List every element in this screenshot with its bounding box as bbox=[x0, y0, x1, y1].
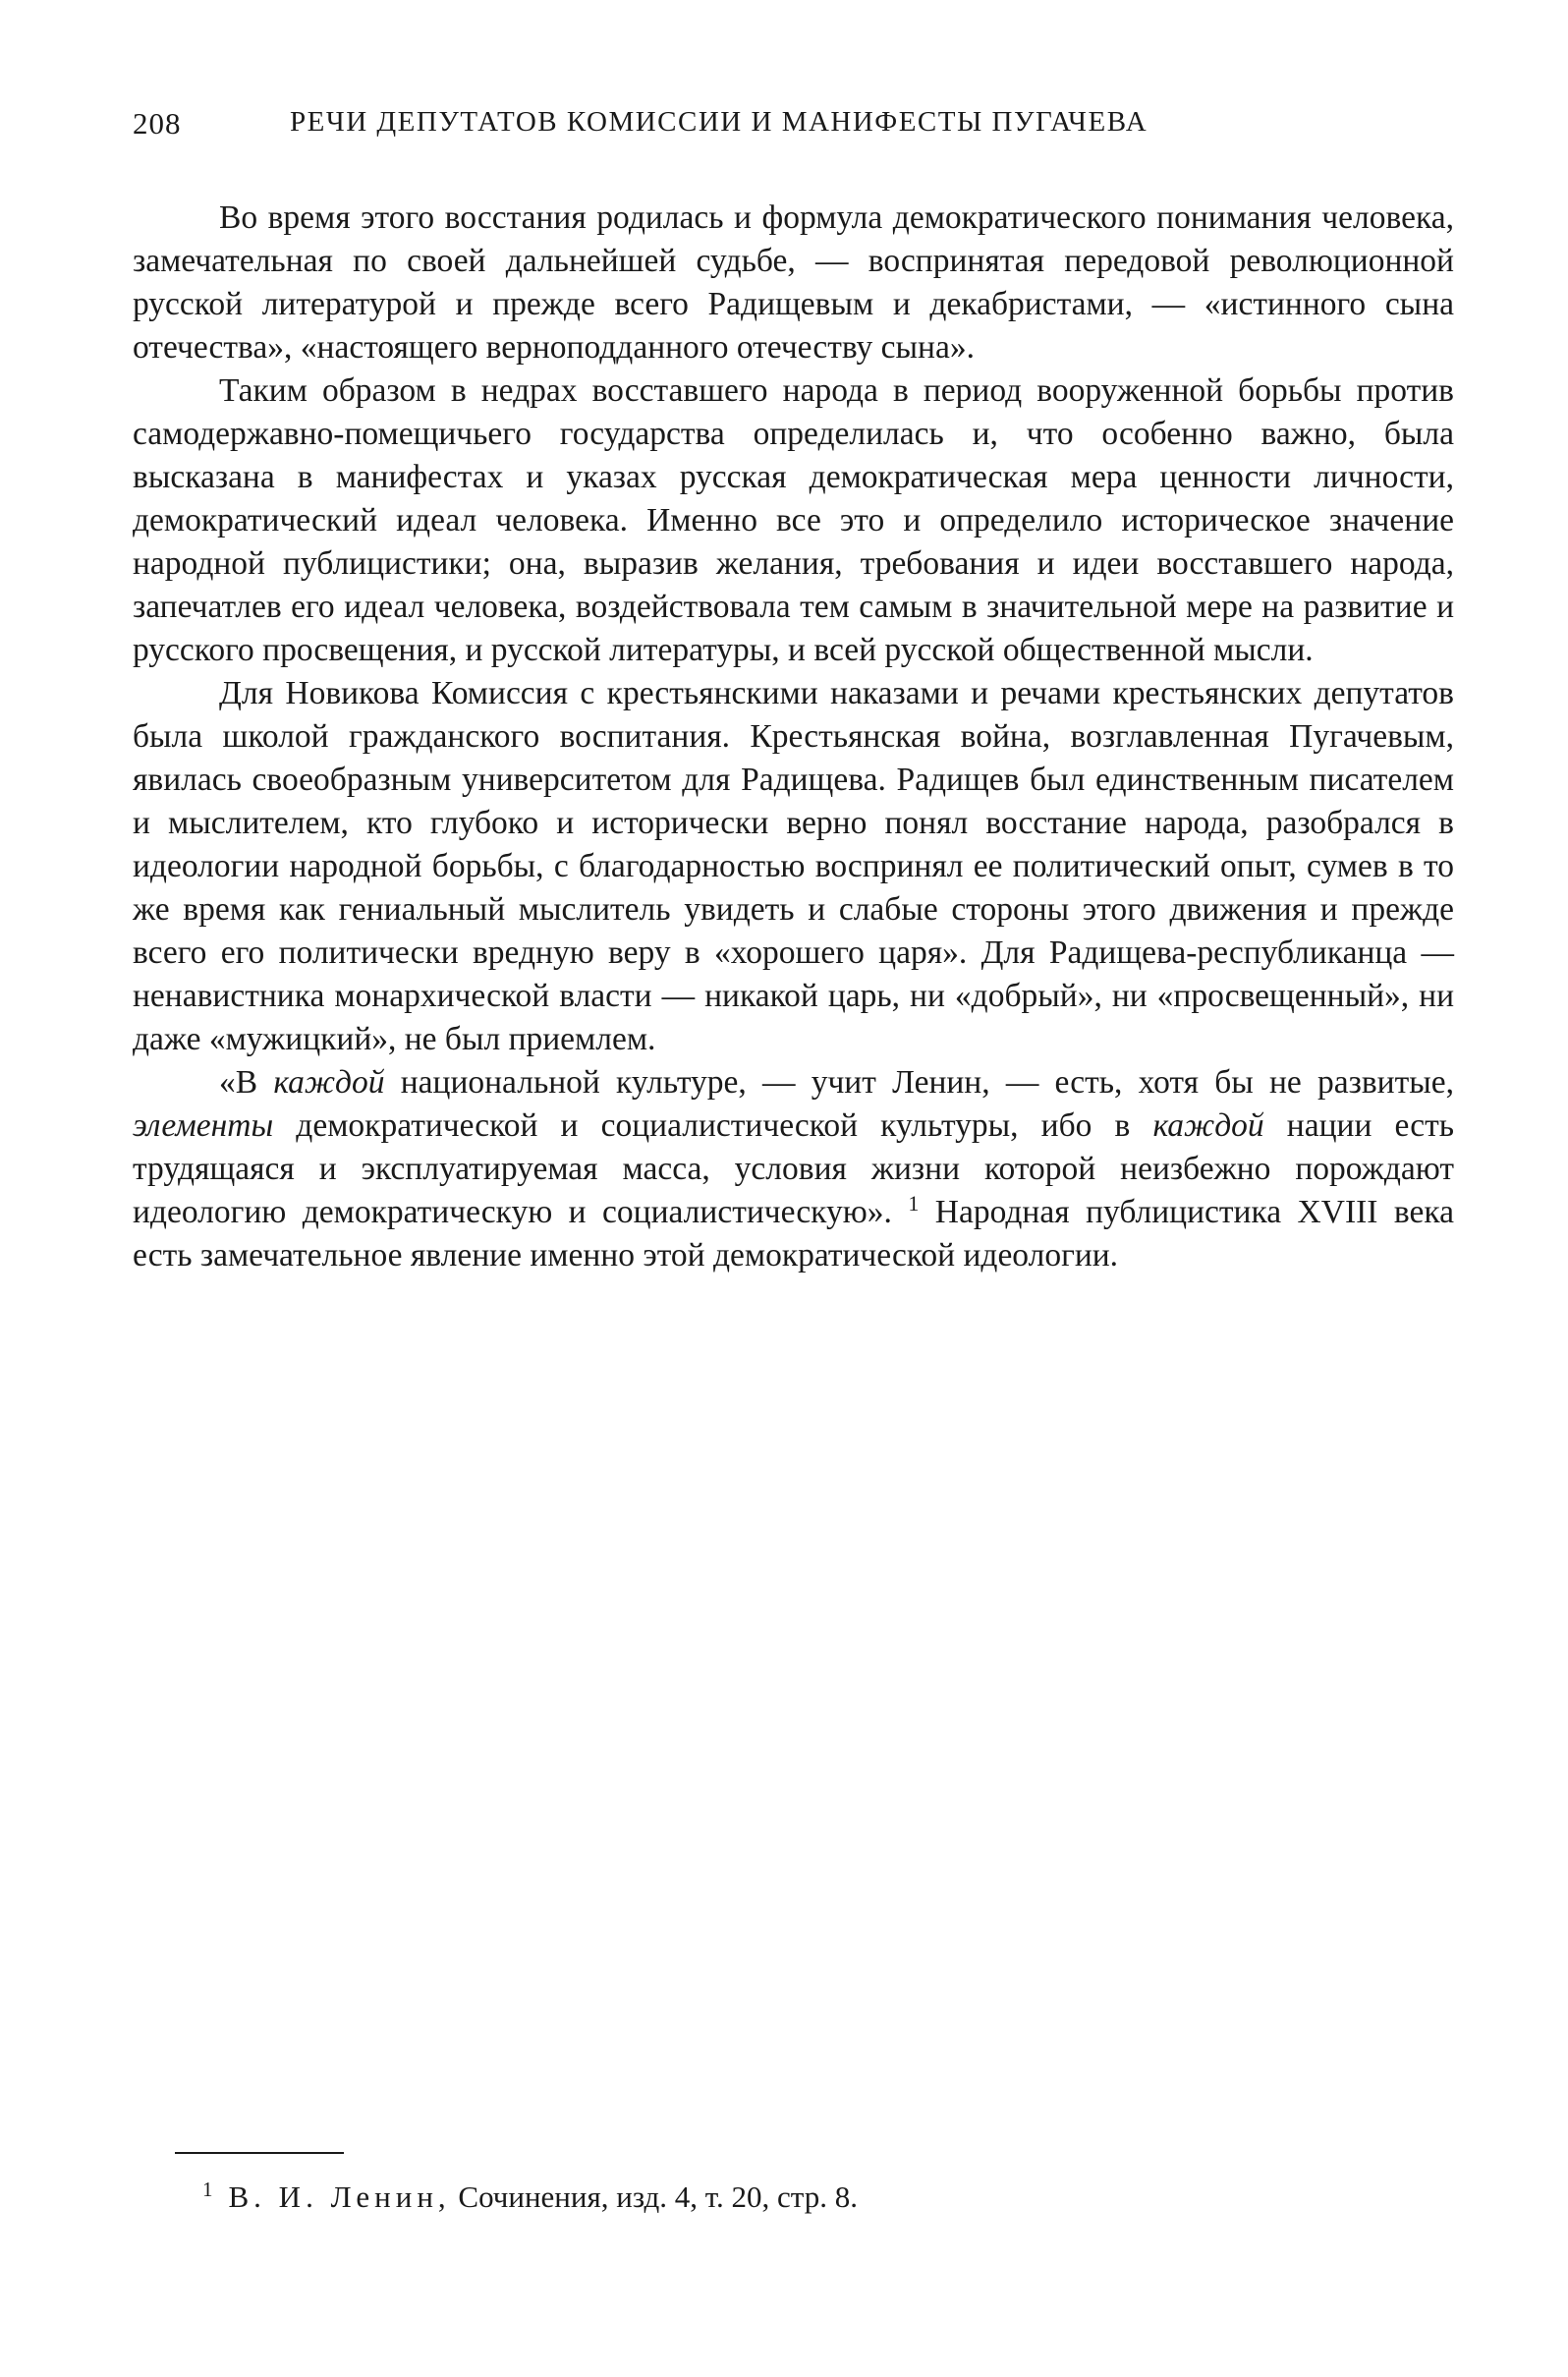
paragraph-text: Народная публицистика XVIII века есть замечательное явление именно этой демократической идеологии. bbox=[133, 1194, 1454, 1273]
paragraph-3: Для Новикова Комиссия с крестьянскими наказами и речами крестьянских депутатов была школой гражданского воспитания. Крестьянская война, возглавленная Пугачевым, явилась своеобразным университетом для Радищева. Радищев был единственным писателем и мыслителем, кто глубоко и исторически верно понял восстание народа, разобрался в идеологии народной борьбы, с благодарностью воспринял ее политический опыт, сумев в то же время как гениальный мыслитель увидеть и слабые стороны этого движения и прежде всего его политически вредную веру в «хорошего царя». Для Радищева-республиканца — ненавистника монархической власти — никакой царь, ни «добрый», ни «просвещенный», ни даже «мужицкий», не был приемлем. bbox=[133, 675, 1454, 1057]
footnote-reference: 1 bbox=[908, 1190, 920, 1216]
quote-text: «В bbox=[219, 1064, 274, 1101]
emphasis-kazhdoi: каждой bbox=[1152, 1107, 1264, 1144]
emphasis-elementy: элементы bbox=[133, 1107, 274, 1144]
emphasis-kazhdoi: каждой bbox=[273, 1064, 385, 1101]
body-text bbox=[133, 197, 1454, 1277]
quote-text: демократической и социалистической культуры, ибо в bbox=[273, 1107, 1153, 1144]
paragraph-4-lenin-quote bbox=[133, 1061, 1454, 1277]
footnote-mark: 1 bbox=[202, 2177, 213, 2201]
quote-text: нации есть трудящаяся и эксплуатируемая масса, условия жизни которой неизбежно порождают идеологию демократическую и социалистическую». bbox=[133, 1107, 1454, 1230]
footnote-citation: Сочинения, изд. 4, т. 20, стр. 8. bbox=[458, 2179, 858, 2214]
footnote-author: В. И. Ленин, bbox=[228, 2179, 451, 2214]
paragraph-1: Во время этого восстания родилась и формула демократического понимания человека, замечательная по своей дальнейшей судьбе, — воспринятая передовой революционной русской литературой и прежде всего Радищевым и декабристами, — «истинного сына отечества», «настоящего верноподданного отечеству сына». bbox=[133, 199, 1454, 366]
running-head bbox=[133, 106, 1454, 155]
running-title: РЕЧИ ДЕПУТАТОВ КОМИССИИ И МАНИФЕСТЫ ПУГАЧЕВА bbox=[290, 106, 1148, 138]
footnote-divider bbox=[175, 2152, 344, 2154]
quote-text: национальной культуре, — учит Ленин, — есть, хотя бы не развитые, bbox=[384, 1064, 1454, 1101]
paragraph-2: Таким образом в недрах восставшего народа в период вооруженной борьбы против самодержавно-помещичьего государства определилась и, что особенно важно, была высказана в манифестах и указах русская демократическая мера ценности личности, демократический идеал человека. Именно все это и определило историческое значение народной публицистики; она, выразив желания, требования и идеи восставшего народа, запечатлев его идеал человека, воздействовала тем самым в значительной мере на развитие и русского просвещения, и русской литературы, и всей русской общественной мысли. bbox=[133, 372, 1454, 668]
footnote bbox=[202, 2178, 1381, 2217]
page-number: 208 bbox=[133, 106, 182, 141]
